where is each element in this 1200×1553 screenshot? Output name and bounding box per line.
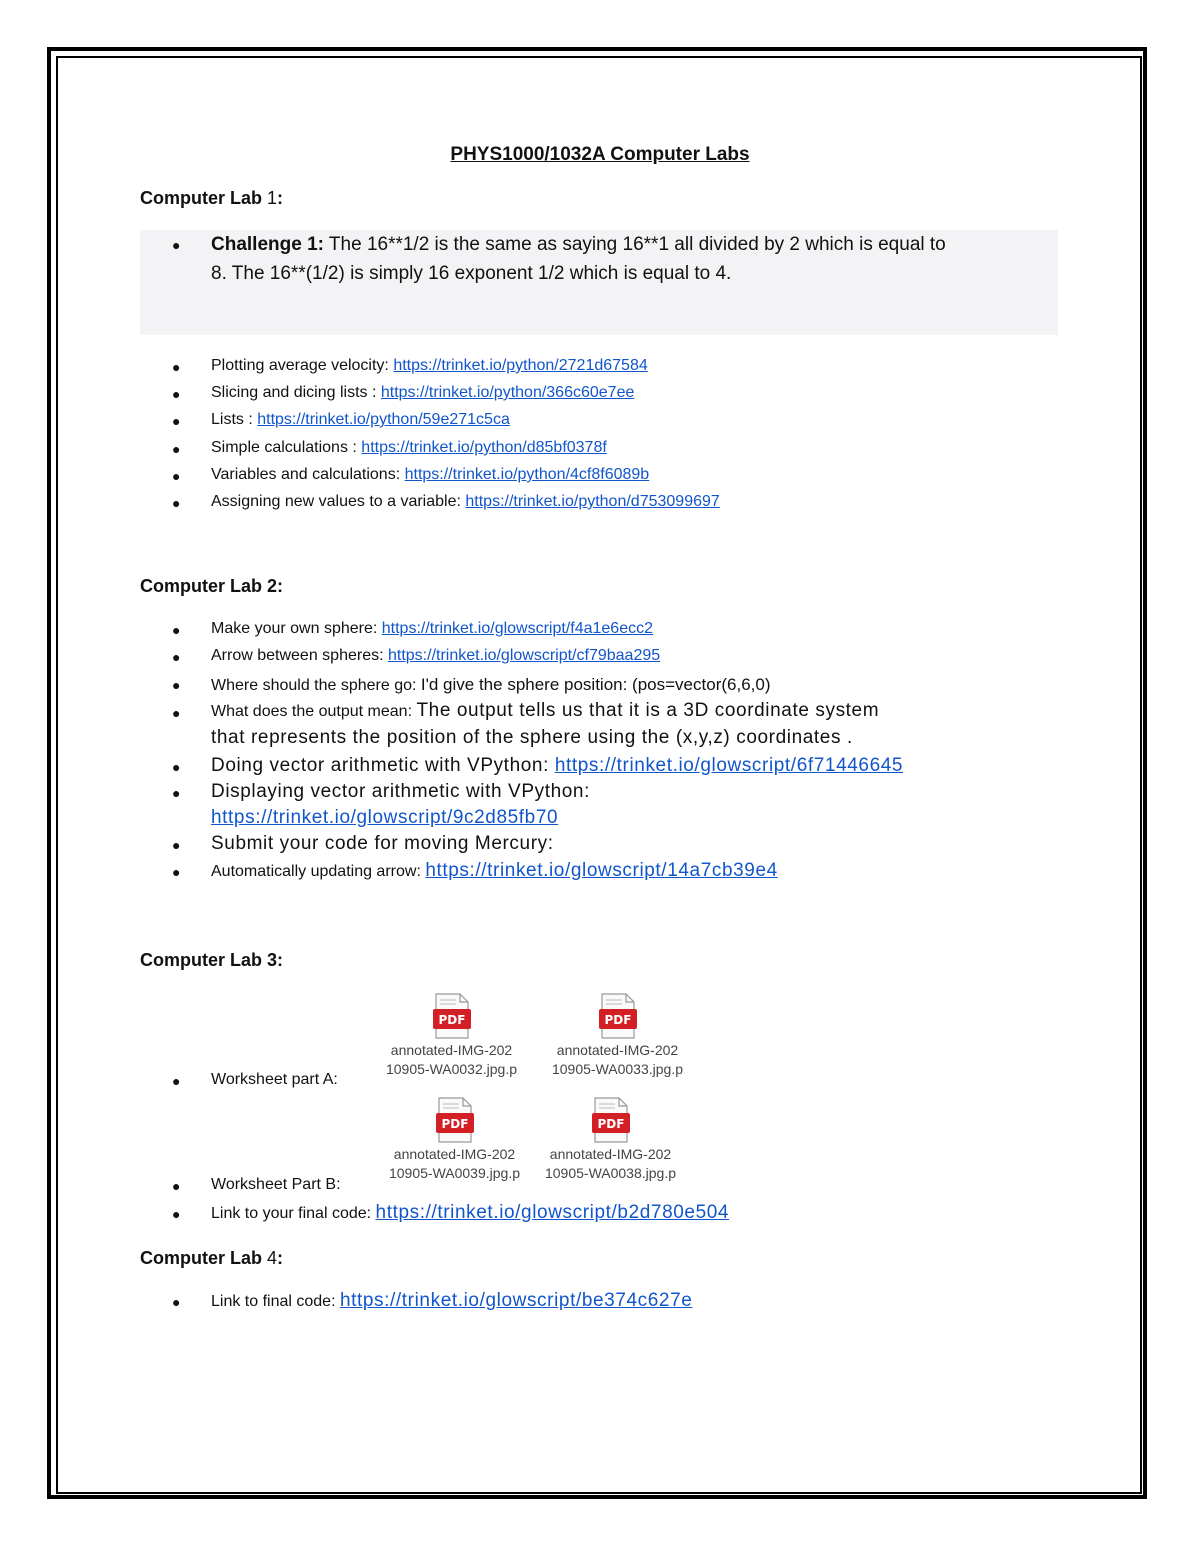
challenge-line-2: 8. The 16**(1/2) is simply 16 exponent 1/2 which is equal to 4. — [211, 263, 732, 284]
challenge-label: Challenge 1: — [211, 234, 324, 255]
bullet: ● — [172, 413, 181, 429]
bullet: ● — [172, 677, 181, 693]
lab1-item: Plotting average velocity: https://trinket.io/python/2721d67584 — [211, 357, 648, 374]
pdf-caption: 10905-WA0039.jpg.p — [388, 1165, 521, 1181]
lab2-item-sphere: Make your own sphere: https://trinket.io/glowscript/f4a1e6ecc2 — [211, 620, 653, 637]
bullet: ● — [172, 495, 181, 511]
lab1-item: Slicing and dicing lists : https://trinket.io/python/366c60e7ee — [211, 384, 635, 401]
challenge-line-1: Challenge 1: The 16**1/2 is the same as saying 16**1 all divided by 2 which is equal to — [211, 234, 946, 255]
lab1-item: Simple calculations : https://trinket.io/python/d85bf0378f — [211, 439, 607, 456]
bullet: ● — [172, 785, 181, 801]
lab3-heading: Computer Lab 3: — [140, 950, 284, 970]
pdf-attachment[interactable] — [533, 1097, 688, 1183]
pdf-attachment[interactable] — [377, 1097, 532, 1183]
lab1-item: Lists : https://trinket.io/python/59e271c5ca — [211, 411, 510, 428]
lab1-heading: Computer Lab 1: — [140, 188, 284, 208]
svg-text:PDF: PDF — [604, 1013, 631, 1027]
bullet: ● — [172, 759, 181, 775]
lab2-heading: Computer Lab 2: — [140, 576, 284, 596]
trinket-link[interactable]: https://trinket.io/python/366c60e7ee — [380, 384, 635, 401]
trinket-link[interactable]: https://trinket.io/glowscript/be374c627e — [339, 1290, 693, 1311]
lab4-final-code: Link to final code: https://trinket.io/glowscript/be374c627e — [211, 1290, 693, 1311]
pdf-attachment[interactable] — [374, 993, 529, 1079]
bullet: ● — [172, 705, 181, 721]
trinket-link[interactable]: https://trinket.io/python/2721d67584 — [393, 357, 648, 374]
lab4-heading: Computer Lab 4: — [140, 1248, 284, 1268]
trinket-link[interactable]: https://trinket.io/python/d753099697 — [465, 493, 720, 510]
bullet: ● — [172, 237, 181, 253]
bullet: ● — [172, 468, 181, 484]
lab2-item-arrow: Arrow between spheres: https://trinket.io/glowscript/cf79baa295 — [211, 647, 661, 664]
pdf-caption: 10905-WA0033.jpg.p — [551, 1061, 684, 1077]
pdf-file-icon — [435, 1097, 475, 1143]
lab2-item-display: Displaying vector arithmetic with VPython: — [211, 781, 590, 802]
trinket-link[interactable]: https://trinket.io/python/d85bf0378f — [361, 439, 607, 456]
pdf-file-icon — [591, 1097, 631, 1143]
lab2-item-vector: Doing vector arithmetic with VPython: https://trinket.io/glowscript/6f71446645 — [211, 755, 904, 776]
lab2-item-mercury: Submit your code for moving Mercury: — [211, 833, 554, 854]
bullet: ● — [172, 622, 181, 638]
lab2-item-where: Where should the sphere go: I'd give the sphere position: (pos=vector(6,6,0) — [211, 675, 771, 694]
trinket-link[interactable]: https://trinket.io/glowscript/cf79baa295 — [387, 647, 661, 664]
svg-text:PDF: PDF — [441, 1117, 468, 1131]
trinket-link[interactable]: https://trinket.io/glowscript/6f71446645 — [554, 755, 904, 776]
lab2-item-output: What does the output mean: The output tells us that it is a 3D coordinate system — [211, 700, 880, 721]
lab1-item: Assigning new values to a variable: https://trinket.io/python/d753099697 — [211, 493, 720, 510]
trinket-link[interactable]: https://trinket.io/glowscript/9c2d85fb70 — [211, 807, 559, 828]
bullet: ● — [172, 1206, 181, 1222]
trinket-link[interactable]: https://trinket.io/glowscript/f4a1e6ecc2 — [381, 620, 653, 637]
pdf-caption: 10905-WA0038.jpg.p — [544, 1165, 677, 1181]
bullet: ● — [172, 649, 181, 665]
bullet: ● — [172, 837, 181, 853]
bullet: ● — [172, 1294, 181, 1310]
pdf-caption: annotated-IMG-202 — [556, 1042, 679, 1058]
worksheet-part-a: Worksheet part A: — [211, 1071, 338, 1088]
bullet: ● — [172, 386, 181, 402]
page-title: PHYS1000/1032A Computer Labs — [450, 144, 750, 165]
pdf-attachment[interactable] — [540, 993, 695, 1079]
trinket-link[interactable]: https://trinket.io/python/4cf8f6089b — [404, 466, 650, 483]
svg-text:PDF: PDF — [438, 1013, 465, 1027]
pdf-caption: annotated-IMG-202 — [393, 1146, 516, 1162]
bullet: ● — [172, 864, 181, 880]
bullet: ● — [172, 359, 181, 375]
pdf-file-icon — [432, 993, 472, 1039]
svg-text:PDF: PDF — [597, 1117, 624, 1131]
lab3-final-code: Link to your final code: https://trinket.io/glowscript/b2d780e504 — [211, 1202, 730, 1223]
bullet: ● — [172, 1178, 181, 1194]
lab2-output-line-2: that represents the position of the sphere using the (x,y,z) coordinates . — [211, 727, 853, 748]
lab1-item: Variables and calculations: https://trinket.io/python/4cf8f6089b — [211, 466, 650, 483]
trinket-link[interactable]: https://trinket.io/python/59e271c5ca — [257, 411, 510, 428]
lab2-item-auto: Automatically updating arrow: https://trinket.io/glowscript/14a7cb39e4 — [211, 860, 778, 881]
pdf-caption: annotated-IMG-202 — [549, 1146, 672, 1162]
pdf-file-icon — [598, 993, 638, 1039]
bullet: ● — [172, 441, 181, 457]
worksheet-part-b: Worksheet Part B: — [211, 1176, 341, 1193]
trinket-link[interactable]: https://trinket.io/glowscript/14a7cb39e4 — [425, 860, 778, 881]
lab2-display-link-line — [211, 807, 558, 829]
trinket-link[interactable]: https://trinket.io/glowscript/b2d780e504 — [375, 1202, 730, 1223]
bullet: ● — [172, 1073, 181, 1089]
pdf-caption: 10905-WA0032.jpg.p — [385, 1061, 518, 1077]
pdf-caption: annotated-IMG-202 — [390, 1042, 513, 1058]
